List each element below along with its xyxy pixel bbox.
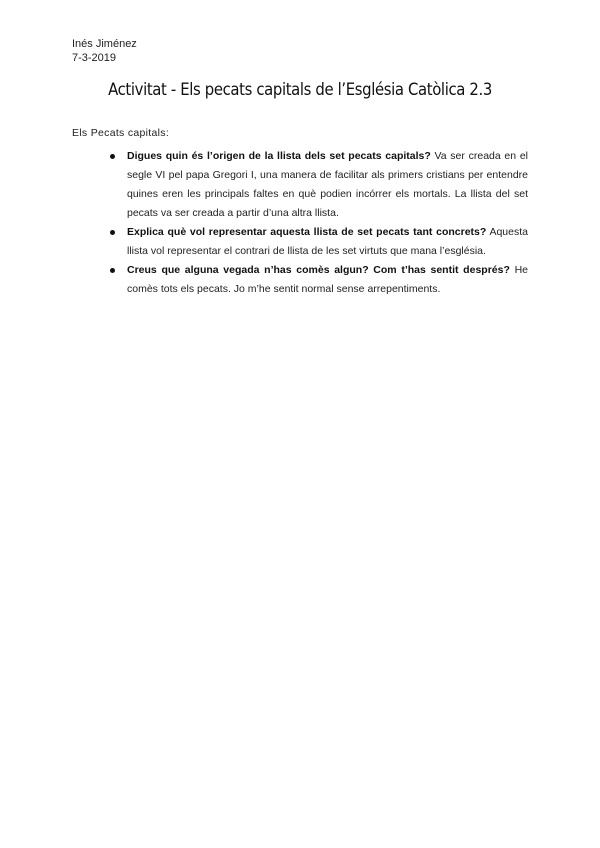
question-text: Digues quin és l’origen de la llista dels set pecats capitals? [127, 150, 431, 162]
page-title: Activitat - Els pecats capitals de l’Església Catòlica 2.3 [108, 80, 492, 99]
question-text: Creus que alguna vegada n’has comès algun? Com t’has sentit després? [127, 264, 510, 276]
list-item [108, 223, 528, 261]
document-header [72, 37, 137, 65]
question-text: Explica què vol representar aquesta llista de set pecats tant concrets? [127, 226, 487, 238]
bullet-icon [110, 154, 115, 159]
bullet-icon [110, 268, 115, 273]
section-label: Els Pecats capitals: [72, 127, 170, 139]
bullet-icon [110, 230, 115, 235]
answer-text: Va ser creada en el segle VI pel papa Gregori I, una manera de facilitar als primers cristians per entendre quines eren les principals faltes en què podien incórrer els mortals. La llista del set pecats va ser creada a partir d’una altra llista. [127, 150, 528, 219]
author-name: Inés Jiménez [72, 38, 137, 50]
question-list [108, 147, 528, 299]
list-item [108, 261, 528, 299]
document-date: 7-3-2019 [72, 52, 117, 64]
list-item [108, 147, 528, 223]
answer-text: Aquesta llista vol representar el contrari de llista de les set virtuts que mana l’església. [127, 226, 528, 257]
answer-text: He comès tots els pecats. Jo m’he sentit normal sense arrepentiments. [127, 264, 528, 295]
